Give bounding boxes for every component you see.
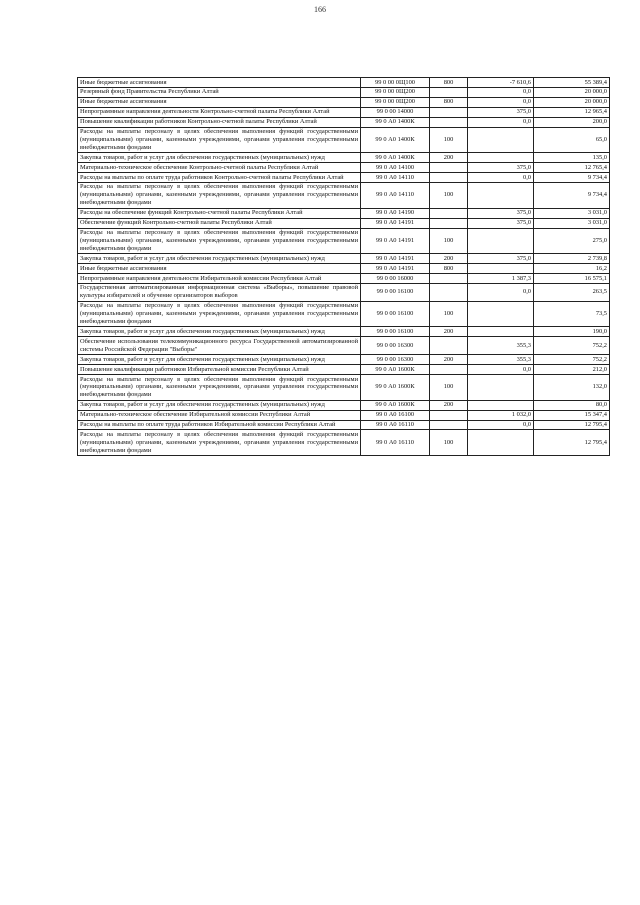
row-code: 99 0 А0 1400К xyxy=(361,153,430,163)
row-name: Иные бюджетные ассигнования xyxy=(78,264,361,274)
row-amount-change: 375,0 xyxy=(468,107,534,117)
row-expense-type: 100 xyxy=(430,228,468,254)
row-code: 99 0 00 16000 xyxy=(361,274,430,284)
row-expense-type xyxy=(430,274,468,284)
table-row xyxy=(78,153,610,163)
table-row xyxy=(78,327,610,337)
row-code: 99 0 А0 14191 xyxy=(361,228,430,254)
row-name: Непрограммные направления деятельности Избирательной комиссии Республики Алтай xyxy=(78,274,361,284)
row-amount-change: 1 387,3 xyxy=(468,274,534,284)
row-name: Расходы на выплаты персоналу в целях обеспечения выполнения функций государственными (муниципальными) органами, казенными учреждениями, органами управления государственными внебюджетными фондами xyxy=(78,430,361,456)
row-code: 99 0 А0 16110 xyxy=(361,420,430,430)
row-amount-total: 3 031,0 xyxy=(534,208,610,218)
row-name: Расходы на выплаты персоналу в целях обеспечения выполнения функций государственными (муниципальными) органами, казенными учреждениями, органами управления государственными внебюджетными фондами xyxy=(78,127,361,153)
row-amount-change: 375,0 xyxy=(468,208,534,218)
row-amount-change xyxy=(468,301,534,327)
row-expense-type: 100 xyxy=(430,182,468,208)
row-code: 99 0 00 16300 xyxy=(361,337,430,355)
row-amount-total: 12 795,4 xyxy=(534,420,610,430)
row-code: 99 0 00 14000 xyxy=(361,107,430,117)
row-code: 99 0 А0 14191 xyxy=(361,218,430,228)
row-amount-total: 80,0 xyxy=(534,400,610,410)
row-name: Расходы на выплаты по оплате труда работников Избирательной комиссии Республики Алтай xyxy=(78,420,361,430)
table-row xyxy=(78,218,610,228)
table-row xyxy=(78,283,610,301)
row-amount-change xyxy=(468,327,534,337)
row-code: 99 0 А0 16100 xyxy=(361,410,430,420)
row-name: Расходы на выплаты персоналу в целях обеспечения выполнения функций государственными (муниципальными) органами, казенными учреждениями, органами управления государственными внебюджетными фондами xyxy=(78,228,361,254)
table-row xyxy=(78,117,610,127)
row-expense-type: 100 xyxy=(430,375,468,401)
row-amount-change: 0,0 xyxy=(468,365,534,375)
table-row xyxy=(78,87,610,97)
table-row xyxy=(78,301,610,327)
row-amount-change: 0,0 xyxy=(468,173,534,183)
row-name: Обеспечение функций Контрольно-счетной палаты Республики Алтай xyxy=(78,218,361,228)
table-row xyxy=(78,127,610,153)
row-amount-change: 375,0 xyxy=(468,254,534,264)
row-amount-total: 752,2 xyxy=(534,355,610,365)
row-name: Расходы на выплаты персоналу в целях обеспечения выполнения функций государственными (муниципальными) органами, казенными учреждениями, органами управления государственными внебюджетными фондами xyxy=(78,375,361,401)
row-code: 99 0 00 16100 xyxy=(361,327,430,337)
table-row xyxy=(78,182,610,208)
row-expense-type: 800 xyxy=(430,264,468,274)
row-amount-total: 200,0 xyxy=(534,117,610,127)
row-expense-type xyxy=(430,218,468,228)
row-amount-change: 0,0 xyxy=(468,117,534,127)
row-amount-total: 16,2 xyxy=(534,264,610,274)
row-amount-total: 275,0 xyxy=(534,228,610,254)
row-name: Расходы на выплаты по оплате труда работников Контрольно-счетной палаты Республики Алтай xyxy=(78,173,361,183)
row-name: Закупка товаров, работ и услуг для обеспечения государственных (муниципальных) нужд xyxy=(78,327,361,337)
table-row xyxy=(78,375,610,401)
row-code: 99 0 А0 1600К xyxy=(361,365,430,375)
row-expense-type xyxy=(430,107,468,117)
row-code: 99 0 А0 14191 xyxy=(361,254,430,264)
row-amount-total: 132,0 xyxy=(534,375,610,401)
row-amount-change xyxy=(468,127,534,153)
row-amount-total: 263,5 xyxy=(534,283,610,301)
row-amount-total: 73,5 xyxy=(534,301,610,327)
row-expense-type xyxy=(430,365,468,375)
row-code: 99 0 А0 14100 xyxy=(361,163,430,173)
row-name: Закупка товаров, работ и услуг для обеспечения государственных (муниципальных) нужд xyxy=(78,254,361,264)
row-name: Закупка товаров, работ и услуг для обеспечения государственных (муниципальных) нужд xyxy=(78,355,361,365)
row-amount-change xyxy=(468,153,534,163)
row-expense-type xyxy=(430,337,468,355)
row-expense-type: 100 xyxy=(430,301,468,327)
row-expense-type xyxy=(430,117,468,127)
row-expense-type xyxy=(430,410,468,420)
row-amount-change: 0,0 xyxy=(468,97,534,107)
table-row xyxy=(78,97,610,107)
row-code: 99 0 А0 1400К xyxy=(361,117,430,127)
row-amount-change: -7 610,6 xyxy=(468,78,534,88)
row-name: Непрограммные направления деятельности Контрольно-счетной палаты Республики Алтай xyxy=(78,107,361,117)
table-row xyxy=(78,337,610,355)
row-name: Обеспечение использования телекоммуникационного ресурса Государственной автоматизированной системы Российской Федерации "Выборы" xyxy=(78,337,361,355)
row-expense-type: 100 xyxy=(430,430,468,456)
table-row xyxy=(78,163,610,173)
table-row xyxy=(78,208,610,218)
row-name: Материально-техническое обеспечение Избирательной комиссии Республики Алтай xyxy=(78,410,361,420)
row-name: Повышение квалификации работников Контрольно-счетной палаты Республики Алтай xyxy=(78,117,361,127)
budget-table-body xyxy=(78,78,610,456)
row-code: 99 0 А0 16110 xyxy=(361,430,430,456)
row-code: 99 0 00 16300 xyxy=(361,355,430,365)
row-amount-total: 3 031,0 xyxy=(534,218,610,228)
row-amount-total: 12 965,4 xyxy=(534,107,610,117)
row-code: 99 0 00 16100 xyxy=(361,283,430,301)
row-amount-change: 0,0 xyxy=(468,420,534,430)
row-amount-total: 190,0 xyxy=(534,327,610,337)
table-row xyxy=(78,107,610,117)
row-amount-total: 135,0 xyxy=(534,153,610,163)
row-amount-change xyxy=(468,400,534,410)
row-expense-type xyxy=(430,208,468,218)
row-expense-type: 200 xyxy=(430,153,468,163)
row-amount-change xyxy=(468,182,534,208)
row-amount-total: 9 734,4 xyxy=(534,182,610,208)
row-amount-change: 355,3 xyxy=(468,337,534,355)
row-code: 99 0 00 16100 xyxy=(361,301,430,327)
row-amount-total: 752,2 xyxy=(534,337,610,355)
table-row xyxy=(78,430,610,456)
row-amount-total: 20 000,0 xyxy=(534,97,610,107)
row-name: Иные бюджетные ассигнования xyxy=(78,78,361,88)
row-code: 99 0 А0 1600К xyxy=(361,400,430,410)
table-row xyxy=(78,400,610,410)
row-amount-total: 65,0 xyxy=(534,127,610,153)
row-expense-type: 200 xyxy=(430,400,468,410)
row-name: Расходы на выплаты персоналу в целях обеспечения выполнения функций государственными (муниципальными) органами, казенными учреждениями, органами управления государственными внебюджетными фондами xyxy=(78,301,361,327)
row-name: Резервный фонд Правительства Республики Алтай xyxy=(78,87,361,97)
row-amount-change: 0,0 xyxy=(468,87,534,97)
page-number: 166 xyxy=(314,5,326,14)
row-code: 99 0 00 0Щ200 xyxy=(361,87,430,97)
row-name: Закупка товаров, работ и услуг для обеспечения государственных (муниципальных) нужд xyxy=(78,153,361,163)
table-row xyxy=(78,264,610,274)
row-name: Закупка товаров, работ и услуг для обеспечения государственных (муниципальных) нужд xyxy=(78,400,361,410)
row-code: 99 0 А0 1400К xyxy=(361,127,430,153)
table-row xyxy=(78,420,610,430)
row-amount-change: 0,0 xyxy=(468,283,534,301)
row-name: Повышение квалификации работников Избирательной комиссии Республики Алтай xyxy=(78,365,361,375)
row-code: 99 0 А0 14191 xyxy=(361,264,430,274)
row-expense-type xyxy=(430,173,468,183)
row-name: Расходы на обеспечение функций Контрольно-счетной палаты Республики Алтай xyxy=(78,208,361,218)
row-name: Иные бюджетные ассигнования xyxy=(78,97,361,107)
row-code: 99 0 00 0Щ100 xyxy=(361,78,430,88)
row-code: 99 0 А0 1600К xyxy=(361,375,430,401)
row-amount-total: 20 000,0 xyxy=(534,87,610,97)
row-name: Материально-техническое обеспечение Контрольно-счетной палаты Республики Алтай xyxy=(78,163,361,173)
row-expense-type: 100 xyxy=(430,127,468,153)
row-code: 99 0 А0 14110 xyxy=(361,182,430,208)
row-code: 99 0 00 0Щ200 xyxy=(361,97,430,107)
budget-table xyxy=(77,77,610,456)
row-amount-total: 55 389,4 xyxy=(534,78,610,88)
row-amount-total: 12 795,4 xyxy=(534,430,610,456)
row-amount-total: 15 347,4 xyxy=(534,410,610,420)
row-amount-total: 9 734,4 xyxy=(534,173,610,183)
row-amount-change: 1 032,0 xyxy=(468,410,534,420)
row-amount-total: 212,0 xyxy=(534,365,610,375)
row-amount-change: 375,0 xyxy=(468,218,534,228)
table-row xyxy=(78,365,610,375)
row-amount-change: 355,3 xyxy=(468,355,534,365)
row-expense-type: 800 xyxy=(430,78,468,88)
row-amount-change xyxy=(468,430,534,456)
row-amount-change xyxy=(468,228,534,254)
row-expense-type xyxy=(430,420,468,430)
row-code: 99 0 А0 14190 xyxy=(361,208,430,218)
row-amount-change xyxy=(468,264,534,274)
table-row xyxy=(78,254,610,264)
row-amount-total: 12 765,4 xyxy=(534,163,610,173)
row-name: Расходы на выплаты персоналу в целях обеспечения выполнения функций государственными (муниципальными) органами, казенными учреждениями, органами управления государственными внебюджетными фондами xyxy=(78,182,361,208)
row-amount-change xyxy=(468,375,534,401)
table-row xyxy=(78,410,610,420)
row-expense-type: 200 xyxy=(430,254,468,264)
row-expense-type xyxy=(430,163,468,173)
table-row xyxy=(78,274,610,284)
row-code: 99 0 А0 14110 xyxy=(361,173,430,183)
row-amount-change: 375,0 xyxy=(468,163,534,173)
row-expense-type: 800 xyxy=(430,97,468,107)
row-name: Государственная автоматизированная информационная система «Выборы», повышение правовой культуры избирателей и обучение организаторов выборов xyxy=(78,283,361,301)
row-expense-type: 200 xyxy=(430,355,468,365)
table-row xyxy=(78,173,610,183)
row-amount-total: 2 739,8 xyxy=(534,254,610,264)
table-row xyxy=(78,78,610,88)
row-amount-total: 16 575,1 xyxy=(534,274,610,284)
table-row xyxy=(78,228,610,254)
row-expense-type: 200 xyxy=(430,327,468,337)
row-expense-type xyxy=(430,283,468,301)
row-expense-type xyxy=(430,87,468,97)
table-row xyxy=(78,355,610,365)
